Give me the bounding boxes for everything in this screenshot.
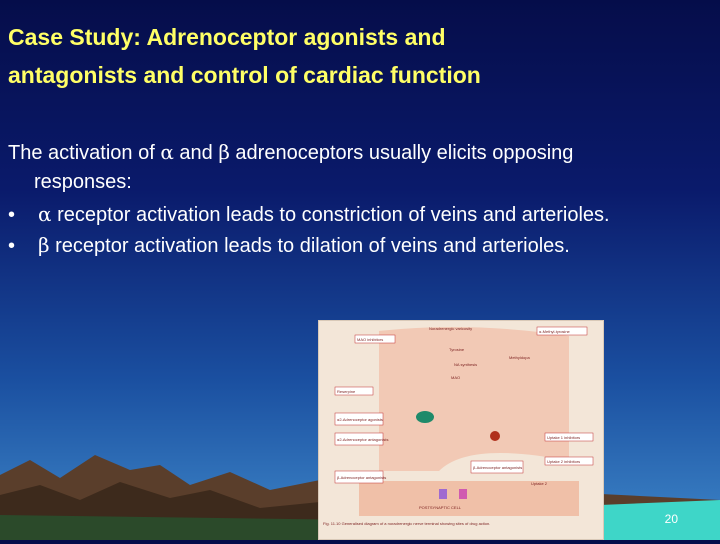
- na-vesicle-dot: [490, 431, 500, 441]
- intro-mid: and: [173, 142, 219, 164]
- intro-line: [8, 140, 720, 171]
- label-mao: MAO: [451, 375, 461, 380]
- label-tyrosine: Tyrosine: [449, 347, 465, 352]
- receptor-post-2: [459, 489, 467, 499]
- slide-title: [8, 18, 708, 94]
- intro-continuation: responses:: [34, 171, 132, 193]
- label-reserpine: Reserpine: [337, 389, 356, 394]
- noradrenergic-diagram: [318, 320, 604, 540]
- label-alpha2-antagonists: α2-Adrenoceptor antagonists: [337, 437, 389, 442]
- intro-pre: The activation of: [8, 142, 161, 164]
- label-methyldopa: Methyldopa: [509, 355, 530, 360]
- bullet-marker: •: [8, 204, 16, 226]
- bullet-alpha: [8, 202, 720, 233]
- intro-post: adrenoceptors usually elicits opposing: [229, 142, 574, 164]
- label-uptake2: Uptake 2: [531, 481, 548, 486]
- diagram-header: Noradrenergic varicosity: [429, 326, 473, 331]
- label-uptake1-inhibitors: Uptake 1 inhibitors: [547, 435, 581, 440]
- label-beta-antagonists: β-Adrenoceptor antagonists: [337, 475, 387, 480]
- varicosity-shape: [379, 327, 569, 471]
- bullet-alpha-text: receptor activation leads to constriction of veins and arterioles.: [51, 204, 610, 226]
- receptor-alpha2: [416, 411, 434, 423]
- beta-symbol: β: [218, 140, 230, 164]
- diagram-caption: Fig. 11.10 Generalised diagram of a noradrenergic nerve terminal showing sites of drug action.: [323, 521, 491, 526]
- label-alpha2-agonists: α2-Adrenoceptor agonists: [337, 417, 383, 422]
- title-line-2: antagonists and control of cardiac function: [8, 62, 481, 88]
- bullet-beta: [8, 233, 720, 264]
- beta-symbol: β: [38, 233, 50, 257]
- label-mao-inhibitors: MAO inhibitors: [357, 337, 384, 342]
- label-methyltyrosine: α-Methyl-tyrosine: [539, 329, 570, 334]
- postsynaptic-cell-shape: [359, 481, 579, 516]
- label-na-synthesis: NA synthesis: [454, 362, 478, 367]
- bullet-beta-text: receptor activation leads to dilation of veins and arterioles.: [49, 235, 570, 257]
- slide-body: [8, 140, 720, 264]
- diagram-svg: [319, 321, 603, 539]
- receptor-post-1: [439, 489, 447, 499]
- label-postsynaptic-cell: POSTSYNAPTIC CELL: [419, 505, 462, 510]
- alpha-symbol: α: [160, 140, 174, 164]
- label-uptake2-inhibitors: Uptake 2 inhibitors: [547, 459, 581, 464]
- label-beta-agonists: β-Adrenoceptor antagonists: [473, 465, 523, 470]
- page-number: 20: [664, 512, 678, 526]
- alpha-symbol: α: [38, 202, 52, 226]
- title-line-1: Case Study: Adrenoceptor agonists and: [8, 24, 446, 50]
- bullet-marker: •: [8, 235, 16, 257]
